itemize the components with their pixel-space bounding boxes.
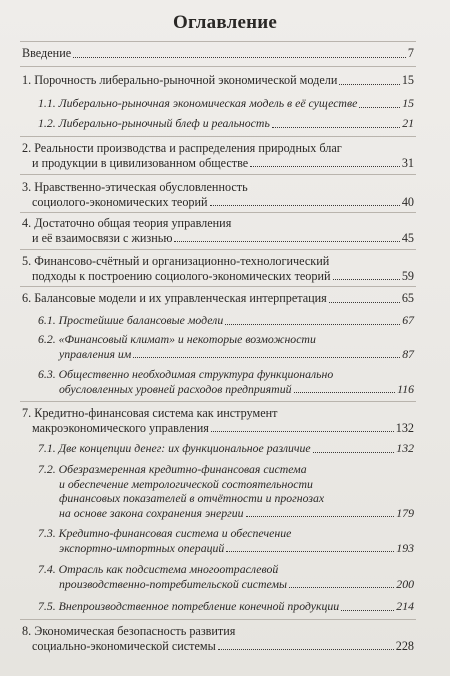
entry-number: 4. xyxy=(22,216,32,230)
leader-dots xyxy=(210,201,400,206)
entry-page: 132 xyxy=(395,420,414,435)
toc-entry-1-1[interactable] xyxy=(38,96,414,111)
leader-dots xyxy=(294,388,396,393)
entry-page: 179 xyxy=(396,505,414,520)
entry-page: 67 xyxy=(402,313,414,327)
leader-dots xyxy=(289,583,394,588)
entry-number: 1.1. xyxy=(38,96,56,110)
entry-text: Кредитно-финансовая система как инструмент xyxy=(34,406,278,420)
entry-page: 59 xyxy=(401,268,414,283)
leader-dots xyxy=(246,512,395,517)
leader-dots xyxy=(359,103,400,108)
entry-number: 7.2. xyxy=(38,462,56,476)
entry-text: Балансовые модели и их управленческая интерпретация xyxy=(34,291,327,305)
leader-dots xyxy=(133,353,400,358)
entry-text: обусловленных уровней расходов предприятий xyxy=(59,381,292,396)
entry-text: и продукции в цивилизованном обществе xyxy=(32,155,249,170)
entry-text: макроэкономического управления xyxy=(32,420,209,435)
entry-page: 15 xyxy=(402,96,414,110)
divider xyxy=(20,66,416,67)
toc-entry-1[interactable] xyxy=(22,73,414,88)
entry-text: социолого-экономических теорий xyxy=(32,194,208,209)
leader-dots xyxy=(339,80,399,85)
entry-text: финансовых показателей в отчётности и прогнозах xyxy=(59,491,325,505)
divider xyxy=(20,136,416,137)
leader-dots xyxy=(333,275,400,280)
toc-entry-6[interactable] xyxy=(22,291,414,306)
toc-entry-5[interactable] xyxy=(22,254,414,283)
leader-dots xyxy=(341,606,394,611)
toc-entry-2[interactable] xyxy=(22,141,414,170)
entry-number: 7. xyxy=(22,406,32,420)
entry-text: управления им xyxy=(59,346,132,361)
leader-dots xyxy=(218,645,394,650)
entry-text: Две концепции денег: их функциональное различие xyxy=(58,441,311,455)
toc-entry-4[interactable] xyxy=(22,216,414,245)
entry-page: 31 xyxy=(401,155,414,170)
entry-page: 228 xyxy=(395,638,414,653)
entry-number: 6.2. xyxy=(38,332,56,346)
divider xyxy=(20,249,416,250)
entry-text: «Финансовый климат» и некоторые возможности xyxy=(58,332,316,346)
leader-dots xyxy=(225,320,400,325)
entry-page: 87 xyxy=(402,346,414,361)
entry-page: 65 xyxy=(401,291,414,305)
toc-entry-8[interactable] xyxy=(22,624,414,653)
entry-number: 6.3. xyxy=(38,367,56,381)
entry-page: 214 xyxy=(396,599,414,613)
entry-page: 21 xyxy=(402,116,414,130)
entry-number: 7.4. xyxy=(38,562,56,576)
divider xyxy=(20,401,416,402)
toc-entry-3[interactable] xyxy=(22,180,414,209)
entry-number: 7.5. xyxy=(38,599,56,613)
leader-dots xyxy=(272,123,400,128)
toc-entry-1-2[interactable] xyxy=(38,116,414,131)
divider xyxy=(20,174,416,175)
entry-page: 193 xyxy=(396,540,414,555)
entry-number: 1.2. xyxy=(38,116,56,130)
entry-number: 1. xyxy=(22,73,32,87)
leader-dots xyxy=(250,162,400,167)
divider xyxy=(20,41,416,42)
divider xyxy=(20,286,416,287)
divider xyxy=(20,212,416,213)
entry-text: Экономическая безопасность развития xyxy=(34,624,236,638)
toc-entry-7-5[interactable] xyxy=(38,599,414,614)
entry-number: 6. xyxy=(22,291,32,305)
entry-text: Нравственно-этическая обусловленность xyxy=(34,180,248,194)
entry-number: 6.1. xyxy=(38,313,56,327)
entry-number: 5. xyxy=(22,254,32,268)
entry-text: социально-экономической системы xyxy=(32,638,216,653)
entry-text: подходы к построению социолого-экономических теорий xyxy=(32,268,331,283)
entry-text: Финансово-счётный и организационно-технологический xyxy=(34,254,330,268)
entry-text: и обеспечение метрологической состоятельности xyxy=(59,476,313,491)
entry-text: и её взаимосвязи с жизнью xyxy=(32,230,173,245)
leader-dots xyxy=(73,53,406,58)
entry-text: производственно-потребительской системы xyxy=(59,576,288,591)
toc-entry-6-2[interactable] xyxy=(38,332,414,361)
entry-text: на основе закона сохранения энергии xyxy=(59,505,244,520)
toc-entry-7-4[interactable] xyxy=(38,562,414,591)
toc-entry-7-1[interactable] xyxy=(38,441,414,456)
leader-dots xyxy=(211,427,394,432)
entry-text: Введение xyxy=(22,46,72,60)
entry-page: 15 xyxy=(401,73,414,87)
toc-entry-6-3[interactable] xyxy=(38,367,414,396)
entry-text: Простейшие балансовые модели xyxy=(58,313,224,327)
entry-text: Достаточно общая теория управления xyxy=(34,216,232,230)
entry-text: Обезразмеренная кредитно-финансовая система xyxy=(58,462,307,476)
entry-page: 200 xyxy=(396,576,414,591)
leader-dots xyxy=(313,448,395,453)
toc-entry-7-2[interactable] xyxy=(38,462,414,520)
entry-number: 2. xyxy=(22,141,32,155)
entry-text: Либерально-рыночный блеф и реальность xyxy=(58,116,270,130)
leader-dots xyxy=(226,547,394,552)
entry-text: Общественно необходимая структура функционально xyxy=(58,367,334,381)
entry-text: Либерально-рыночная экономическая модель в её существе xyxy=(58,96,358,110)
entry-text: экспортно-импортных операций xyxy=(59,540,225,555)
entry-text: Внепроизводственное потребление конечной продукции xyxy=(58,599,340,613)
entry-text: Отрасль как подсистема многоотраслевой xyxy=(58,562,279,576)
entry-page: 116 xyxy=(397,381,414,396)
divider xyxy=(20,619,416,620)
entry-text: Порочность либерально-рыночной экономической модели xyxy=(34,73,338,87)
leader-dots xyxy=(174,237,399,242)
toc-entry-7-3[interactable] xyxy=(38,526,414,555)
entry-page: 132 xyxy=(396,441,414,455)
toc-title: Оглавление xyxy=(172,12,278,33)
leader-dots xyxy=(329,298,400,303)
entry-number: 7.3. xyxy=(38,526,56,540)
entry-text: Реальности производства и распределения природных благ xyxy=(34,141,342,155)
toc-entry-intro[interactable] xyxy=(22,46,414,61)
entry-number: 8. xyxy=(22,624,32,638)
entry-number: 7.1. xyxy=(38,441,56,455)
toc-entry-7[interactable] xyxy=(22,406,414,435)
entry-page: 40 xyxy=(401,194,414,209)
entry-text: Кредитно-финансовая система и обеспечение xyxy=(58,526,292,540)
entry-page: 7 xyxy=(407,46,414,60)
entry-number: 3. xyxy=(22,180,32,194)
toc-entry-6-1[interactable] xyxy=(38,313,414,328)
entry-page: 45 xyxy=(401,230,414,245)
